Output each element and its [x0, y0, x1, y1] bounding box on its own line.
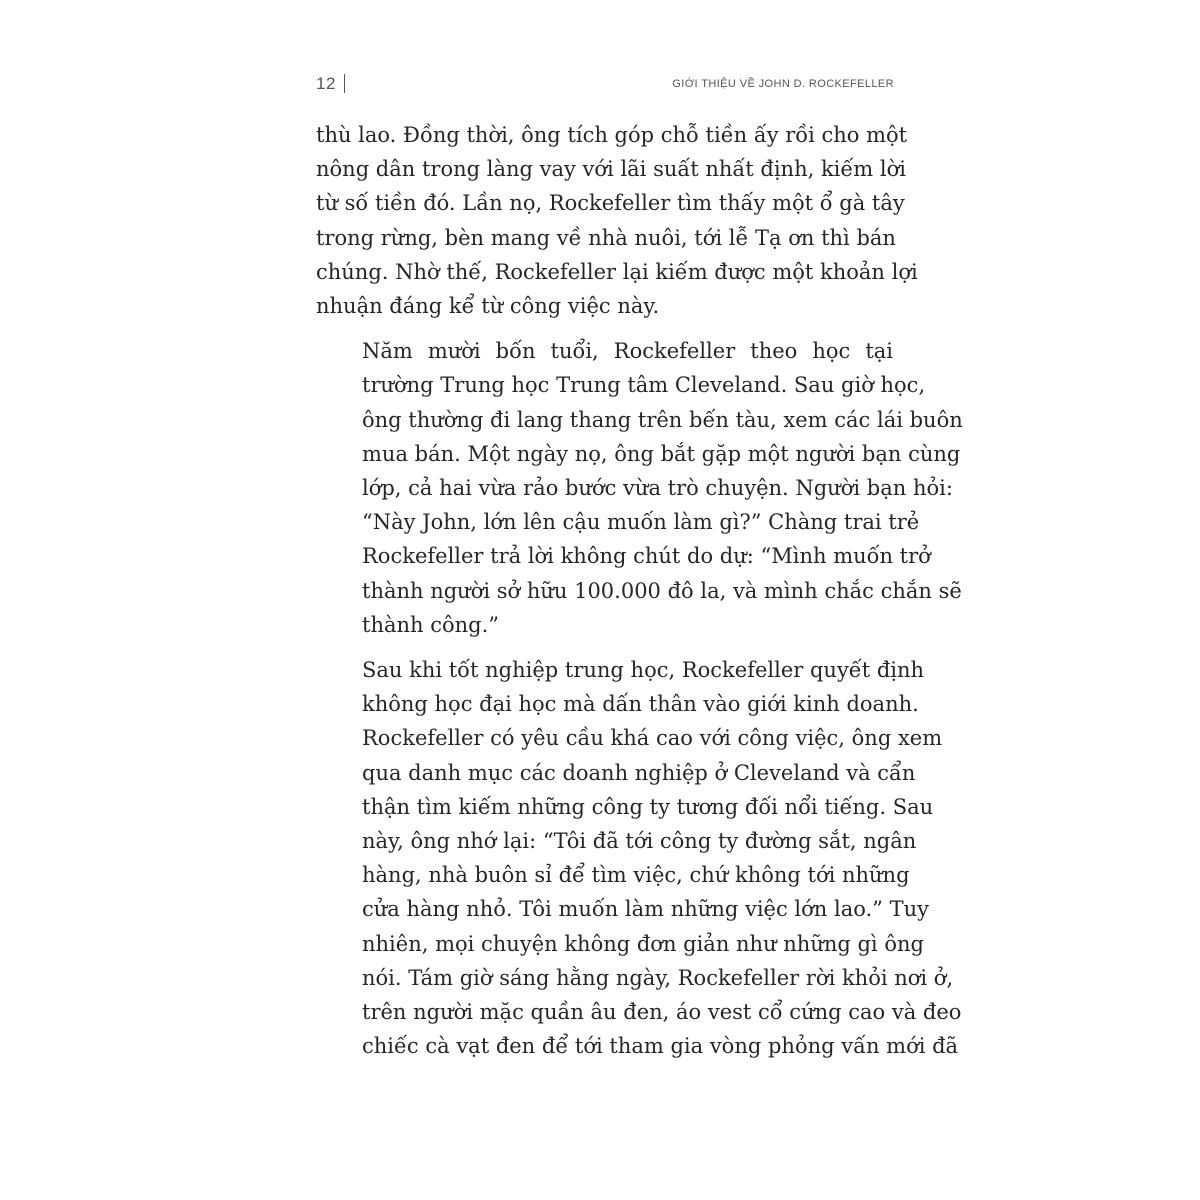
text-line: lớp, cả hai vừa rảo bước vừa trò chuyện. Người bạn hỏi:	[362, 476, 953, 501]
text-line: Rockefeller có yêu cầu khá cao với công việc, ông xem	[362, 726, 943, 751]
text-line: Năm mười bốn tuổi, Rockefeller theo học tại	[362, 339, 893, 364]
text-line: nói. Tám giờ sáng hằng ngày, Rockefeller rời khỏi nơi ở,	[362, 965, 954, 990]
text-line: Sau khi tốt nghiệp trung học, Rockefeller quyết định	[362, 658, 925, 683]
text-line: chúng. Nhờ thế, Rockefeller lại kiếm được một khoản lợi	[316, 259, 918, 284]
text-line: mua bán. Một ngày nọ, ông bắt gặp một người bạn cùng	[362, 441, 961, 466]
paragraph	[316, 118, 918, 323]
text-line: qua danh mục các doanh nghiệp ở Cleveland và cẩn	[362, 760, 916, 785]
text-line: ông thường đi lang thang trên bến tàu, xem các lái buôn	[362, 407, 963, 432]
text-line: trường Trung học Trung tâm Cleveland. Sau giờ học,	[362, 373, 926, 398]
page-number: 12	[316, 74, 336, 93]
text-line: nhiên, mọi chuyện không đơn giản như những gì ông	[362, 931, 924, 956]
text-line: từ số tiền đó. Lần nọ, Rockefeller tìm thấy một ổ gà tây	[316, 191, 905, 216]
text-line: thành người sở hữu 100.000 đô la, và mình chắc chắn sẽ	[362, 578, 962, 603]
body-text	[316, 118, 963, 1074]
text-line: thận tìm kiếm những công ty tương đối nổi tiếng. Sau	[362, 794, 934, 819]
paragraph	[316, 653, 962, 1063]
running-head	[316, 70, 894, 98]
text-line: thù lao. Đồng thời, ông tích góp chỗ tiền ấy rồi cho một	[316, 123, 908, 147]
text-line: không học đại học mà dấn thân vào giới kinh doanh.	[362, 692, 919, 717]
text-line: hàng, nhà buôn sỉ để tìm việc, chứ không tới những	[362, 863, 910, 888]
paragraph	[316, 334, 963, 642]
text-line: Rockefeller trả lời không chút do dự: “Mình muốn trở	[362, 544, 931, 569]
text-line: cửa hàng nhỏ. Tôi muốn làm những việc lớn lao.” Tuy	[362, 897, 929, 922]
text-line: này, ông nhớ lại: “Tôi đã tới công ty đường sắt, ngân	[362, 829, 917, 854]
text-line: nhuận đáng kể từ công việc này.	[316, 294, 660, 319]
running-title: GIỚI THIỆU VỀ JOHN D. ROCKEFELLER	[672, 78, 894, 90]
text-line: chiếc cà vạt đen để tới tham gia vòng phỏng vấn mới đã	[362, 1034, 959, 1059]
header-divider	[344, 74, 345, 93]
text-line: trên người mặc quần âu đen, áo vest cổ cứng cao và đeo	[362, 1000, 962, 1025]
text-line: “Này John, lớn lên cậu muốn làm gì?” Chàng trai trẻ	[362, 510, 920, 535]
text-line: thành công.”	[362, 612, 499, 637]
text-line: trong rừng, bèn mang về nhà nuôi, tới lễ Tạ ơn thì bán	[316, 225, 896, 250]
text-line: nông dân trong làng vay với lãi suất nhất định, kiếm lời	[316, 157, 906, 182]
